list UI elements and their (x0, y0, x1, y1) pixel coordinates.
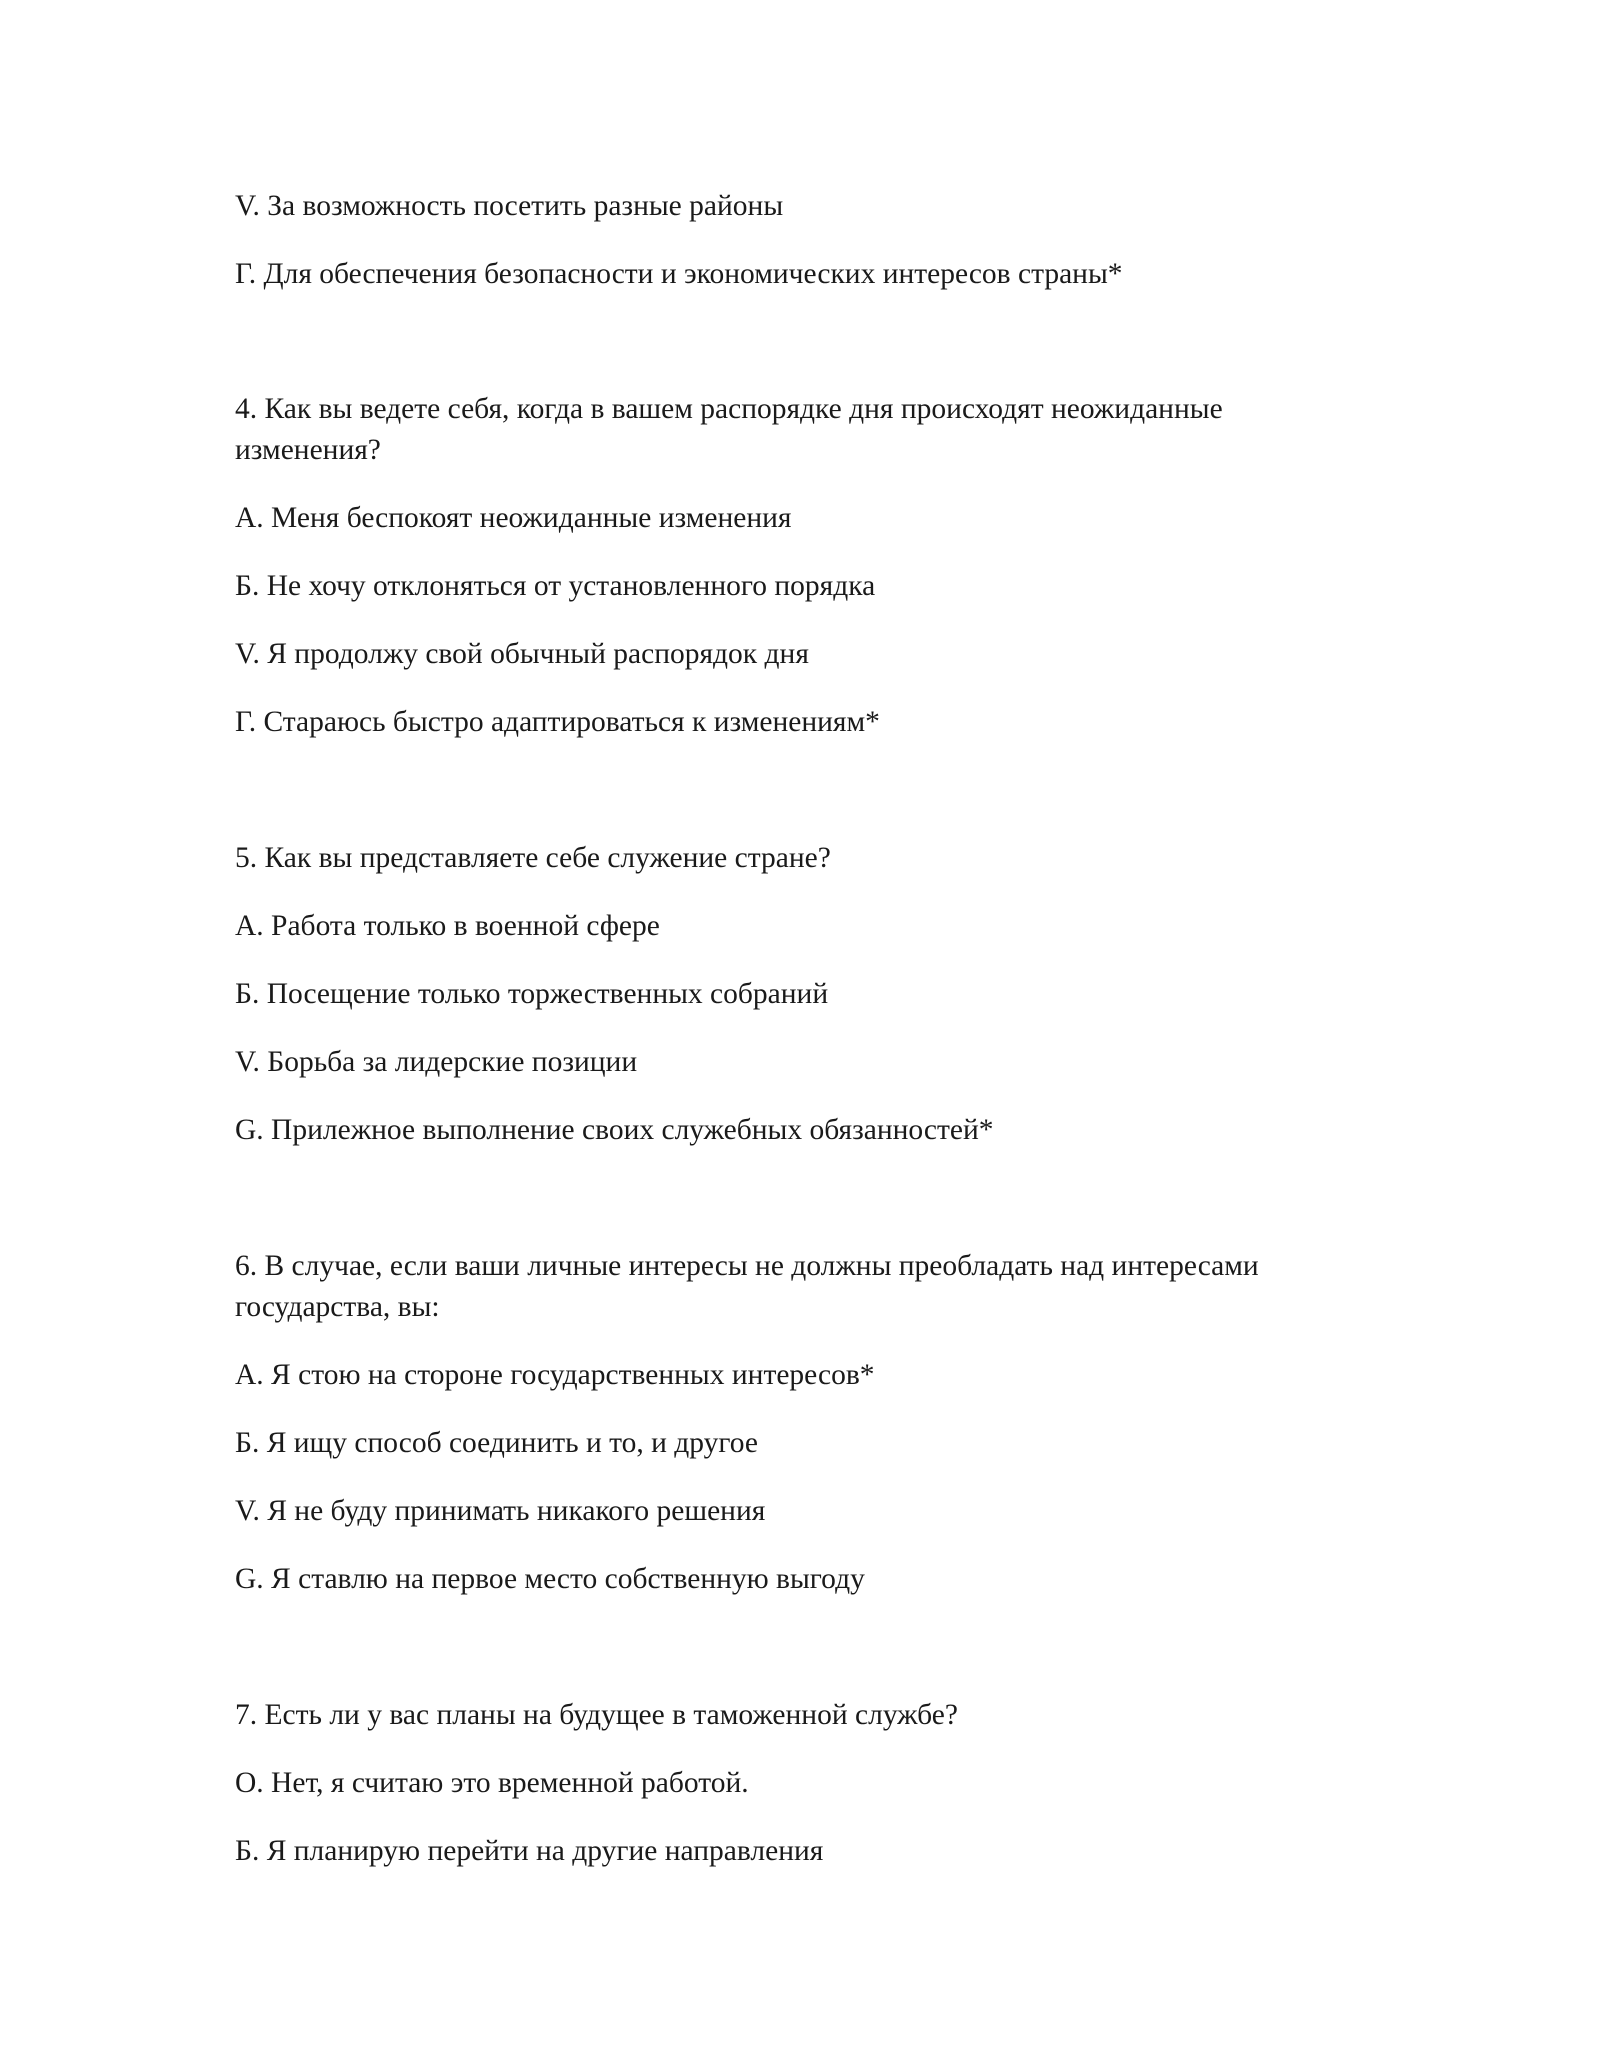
question-6: 6. В случае, если ваши личные интересы не должны преобладать над интересами государства, вы: (235, 1250, 1259, 1323)
answer-v-q5: V. Борьба за лидерские позиции (235, 1046, 638, 1078)
question-5: 5. Как вы представляете себе служение стране? (235, 842, 831, 874)
answer-v-q6: V. Я не буду принимать никакого решения (235, 1495, 766, 1527)
question-7: 7. Есть ли у вас планы на будущее в таможенной службе? (235, 1699, 958, 1731)
answer-a-q6: А. Я стою на стороне государственных интересов* (235, 1359, 875, 1391)
answer-b-q4: Б. Не хочу отклоняться от установленного порядка (235, 570, 876, 602)
answer-g-q5: G. Прилежное выполнение своих служебных обязанностей* (235, 1114, 994, 1146)
answer-b-q6: Б. Я ищу способ соединить и то, и другое (235, 1427, 758, 1459)
answer-g-q6: G. Я ставлю на первое место собственную выгоду (235, 1563, 865, 1595)
answer-b-q7: Б. Я планирую перейти на другие направления (235, 1835, 824, 1867)
answer-v-q3: V. За возможность посетить разные районы (235, 190, 784, 222)
question-4: 4. Как вы ведете себя, когда в вашем распорядке дня происходят неожиданные изменения? (235, 393, 1223, 466)
answer-b-q5: Б. Посещение только торжественных собраний (235, 978, 829, 1010)
answer-o-q7: О. Нет, я считаю это временной работой. (235, 1767, 749, 1799)
answer-g-q4: Г. Стараюсь быстро адаптироваться к изменениям* (235, 706, 880, 738)
answer-g-q3: Г. Для обеспечения безопасности и экономических интересов страны* (235, 258, 1123, 290)
answer-a-q4: А. Меня беспокоят неожиданные изменения (235, 502, 792, 534)
answer-v-q4: V. Я продолжу свой обычный распорядок дня (235, 638, 809, 670)
answer-a-q5: А. Работа только в военной сфере (235, 910, 660, 942)
